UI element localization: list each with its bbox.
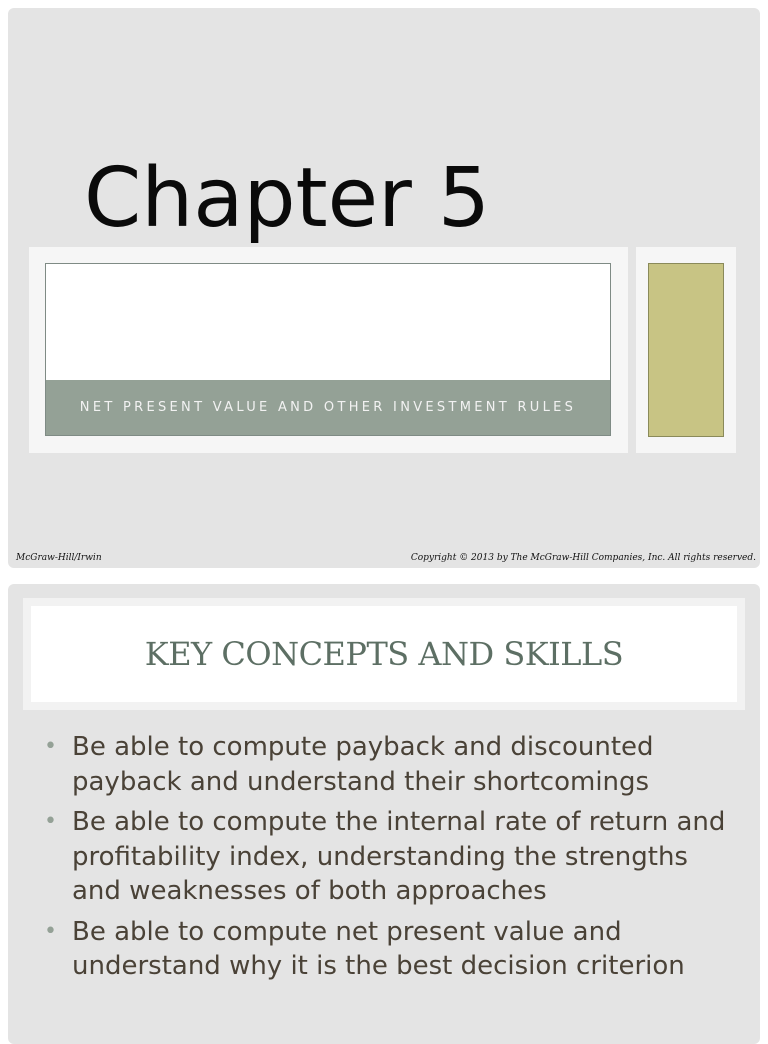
subtitle-panel [45,263,611,436]
publisher-footer: McGraw-Hill/Irwin [16,553,102,563]
bullet-text: Be able to compute payback and discounted payback and understand their shortcomings [72,732,654,797]
slide-title-box [31,606,737,702]
copyright-footer: Copyright © 2013 by The McGraw-Hill Companies, Inc. All rights reserved. [410,553,756,563]
list-item [44,805,744,909]
slide-title-frame [23,598,745,710]
bullet-icon: • [44,809,57,834]
bullet-icon: • [44,918,57,944]
bullet-icon: • [44,734,57,759]
list-item [44,915,744,984]
chapter-title: Chapter 5 [84,151,491,246]
title-slide [8,8,760,568]
accent-panel-frame [636,247,736,453]
list-item [44,730,744,799]
subtitle-panel-frame [29,247,628,453]
subtitle-band [46,380,610,435]
key-concepts-slide [8,584,760,1044]
bullet-text: Be able to compute the internal rate of return and profitability index, understanding the strengths and weaknesses of both approaches [72,807,726,906]
accent-block [648,263,724,437]
bullet-list [44,730,744,990]
bullet-text: Be able to compute net present value and understand why it is the best decision criterion [72,916,685,981]
chapter-subtitle: NET PRESENT VALUE AND OTHER INVESTMENT RULES [79,400,577,415]
slide-title: KEY CONCEPTS AND SKILLS [144,635,624,673]
